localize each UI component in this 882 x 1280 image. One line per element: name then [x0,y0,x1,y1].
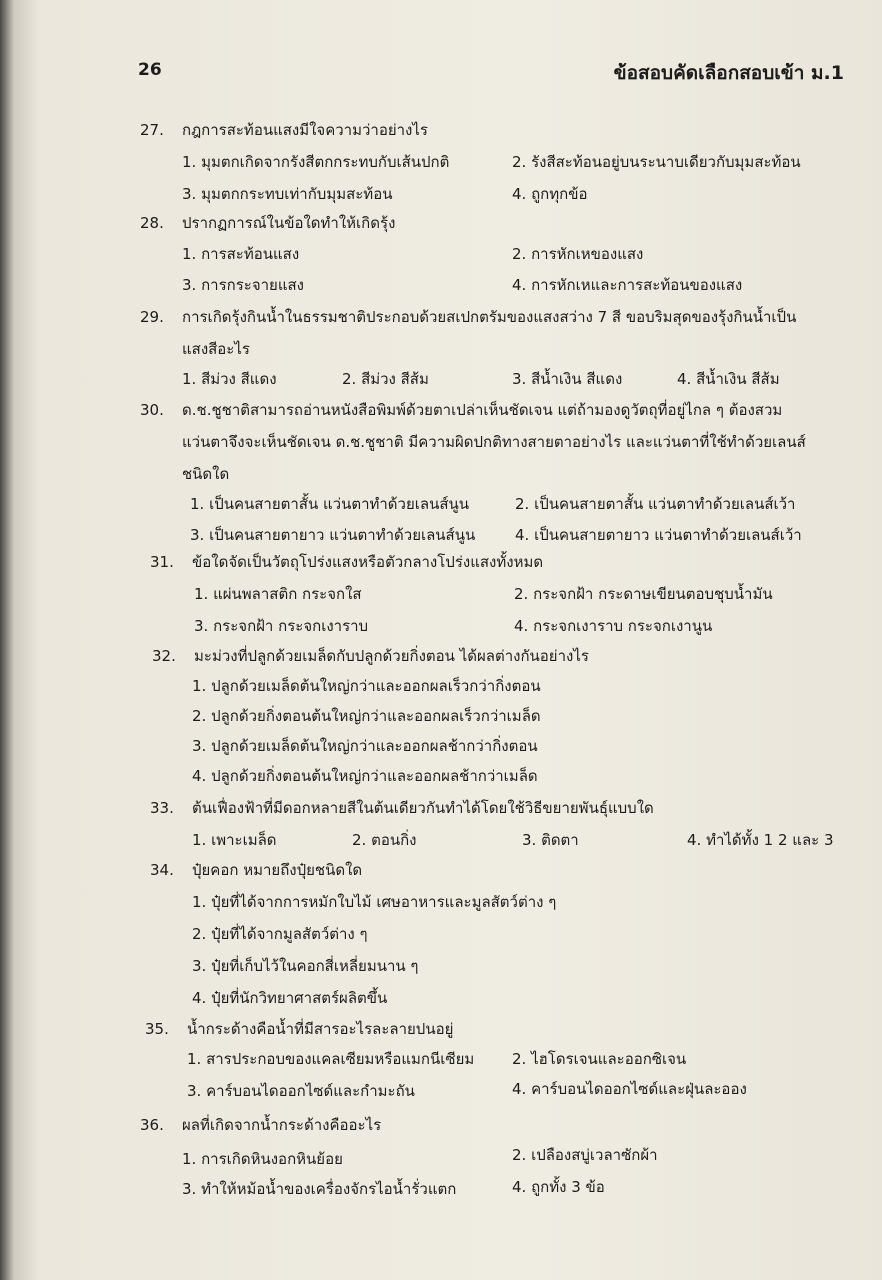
question-text-line: การเกิดรุ้งกินน้ำในธรรมชาติประกอบด้วยสเปกตรัมของแสงสว่าง 7 สี ขอบริมสุดของรุ้งกินน้ำเป็น [182,308,797,326]
question-text: กฎการสะท้อนแสงมีใจความว่าอย่างไร [182,121,428,139]
option-4: 4. ปลูกด้วยกิ่งตอนต้นใหญ่กว่าและออกผลช้ากว่าเมล็ด [192,767,538,785]
option-1: 1. มุมตกเกิดจากรังสีตกกระทบกับเส้นปกติ [182,153,450,171]
option-1: 1. ปลูกด้วยเมล็ดต้นใหญ่กว่าและออกผลเร็วกว่ากิ่งตอน [192,677,541,695]
question-text: น้ำกระด้างคือน้ำที่มีสารอะไรละลายปนอยู่ [187,1020,454,1038]
option-3: 3. ติดตา [522,831,579,849]
question-number: 31. [150,553,174,571]
option-2: 2. กระจกฝ้า กระดาษเขียนตอบชุบน้ำมัน [514,585,773,603]
option-2: 2. การหักเหของแสง [512,245,644,263]
question-text: ผลที่เกิดจากน้ำกระด้างคืออะไร [182,1116,382,1134]
question-text [182,394,857,490]
option-3: 3. ปลูกด้วยเมล็ดต้นใหญ่กว่าและออกผลช้ากว่ากิ่งตอน [192,737,538,755]
question-27 [140,114,860,210]
option-3: 3. ปุ๋ยที่เก็บไว้ในคอกสี่เหลี่ยมนาน ๆ [192,957,419,975]
option-1: 1. สีม่วง สีแดง [182,370,277,388]
question-number: 28. [140,214,164,232]
option-1: 1. สารประกอบของแคลเซียมหรือแมกนีเซียม [187,1050,475,1068]
question-text: มะม่วงที่ปลูกด้วยเมล็ดกับปลูกด้วยกิ่งตอน ได้ผลต่างกันอย่างไร [194,647,589,665]
option-3: 3. ทำให้หม้อน้ำของเครื่องจักรไอน้ำรั่วแตก [182,1180,457,1198]
option-1: 1. เพาะเมล็ด [192,831,277,849]
question-number: 36. [140,1116,164,1134]
option-2: 2. ปลูกด้วยกิ่งตอนต้นใหญ่กว่าและออกผลเร็วกว่าเมล็ด [192,707,541,725]
question-text [182,301,857,365]
option-4: 4. สีน้ำเงิน สีส้ม [677,370,780,388]
question-number: 27. [140,121,164,139]
question-text-line: ด.ช.ชูชาติสามารถอ่านหนังสือพิมพ์ด้วยตาเปล่าเห็นชัดเจน แต่ถ้ามองดูวัตถุที่อยู่ไกล ๆ ต้องสวม [182,401,783,419]
option-1: 1. แผ่นพลาสติก กระจกใส [194,585,362,603]
option-2: 2. ปุ๋ยที่ได้จากมูลสัตว์ต่าง ๆ [192,925,368,943]
question-number: 34. [150,861,174,879]
option-4: 4. ถูกทั้ง 3 ข้อ [512,1178,605,1196]
question-text-line: แว่นตาจึงจะเห็นชัดเจน ด.ช.ชูชาติ มีความผิดปกติทางสายตาอย่างไร และแว่นตาที่ใช้ทำด้วยเลนส์ [182,433,806,451]
option-2: 2. ไฮโดรเจนและออกซิเจน [512,1050,687,1068]
question-text: ปรากฏการณ์ในข้อใดทำให้เกิดรุ้ง [182,214,396,232]
option-3: 3. คาร์บอนไดออกไซด์และกำมะถัน [187,1082,415,1100]
option-3: 3. กระจกฝ้า กระจกเงาราบ [194,617,369,635]
option-1: 1. เป็นคนสายตาสั้น แว่นตาทำด้วยเลนส์นูน [190,495,469,513]
option-3: 3. มุมตกกระทบเท่ากับมุมสะท้อน [182,185,393,203]
option-4: 4. การหักเหและการสะท้อนของแสง [512,276,743,294]
option-2: 2. รังสีสะท้อนอยู่บนระนาบเดียวกับมุมสะท้อน [512,153,801,171]
option-2: 2. เปลืองสบู่เวลาซักผ้า [512,1146,658,1164]
option-3: 3. การกระจายแสง [182,276,304,294]
option-4: 4. กระจกเงาราบ กระจกเงานูน [514,617,713,635]
option-1: 1. ปุ๋ยที่ได้จากการหมักใบไม้ เศษอาหารและมูลสัตว์ต่าง ๆ [192,893,557,911]
option-4: 4. คาร์บอนไดออกไซด์และฝุ่นละออง [512,1080,747,1098]
option-2: 2. สีม่วง สีส้ม [342,370,429,388]
question-number: 32. [152,647,176,665]
question-31 [150,546,870,642]
running-head: ข้อสอบคัดเลือกสอบเข้า ม.1 [613,62,844,84]
question-number: 29. [140,308,164,326]
question-text: ข้อใดจัดเป็นวัตถุโปร่งแสงหรือตัวกลางโปร่งแสงทั้งหมด [192,553,544,571]
question-text-line: ชนิดใด [182,465,230,483]
option-3: 3. สีน้ำเงิน สีแดง [512,370,623,388]
question-33 [150,792,870,856]
option-2: 2. เป็นคนสายตาสั้น แว่นตาทำด้วยเลนส์เว้า [515,495,796,513]
question-number: 30. [140,401,164,419]
question-28 [140,207,860,303]
question-35 [145,1013,865,1109]
option-4: 4. ทำได้ทั้ง 1 2 และ 3 [687,831,834,849]
option-1: 1. การเกิดหินงอกหินย้อย [182,1150,343,1168]
question-text: ปุ๋ยคอก หมายถึงปุ๋ยชนิดใด [192,861,363,879]
page-number: 26 [138,60,162,80]
question-29 [140,301,860,397]
option-4: 4. ปุ๋ยที่นักวิทยาศาสตร์ผลิตขึ้น [192,989,388,1007]
question-34 [150,854,870,1014]
option-4: 4. เป็นคนสายตายาว แว่นตาทำด้วยเลนส์เว้า [515,526,802,544]
question-number: 35. [145,1020,169,1038]
option-3: 3. เป็นคนสายตายาว แว่นตาทำด้วยเลนส์นูน [190,526,476,544]
question-32 [152,640,872,800]
question-36 [140,1109,860,1205]
question-30 [140,394,860,554]
option-1: 1. การสะท้อนแสง [182,245,300,263]
option-2: 2. ตอนกิ่ง [352,831,417,849]
option-4: 4. ถูกทุกข้อ [512,185,588,203]
question-text-line: แสงสีอะไร [182,340,250,358]
question-text: ต้นเฟื่องฟ้าที่มีดอกหลายสีในต้นเดียวกันทำได้โดยใช้วิธีขยายพันธุ์แบบใด [192,799,654,817]
question-number: 33. [150,799,174,817]
